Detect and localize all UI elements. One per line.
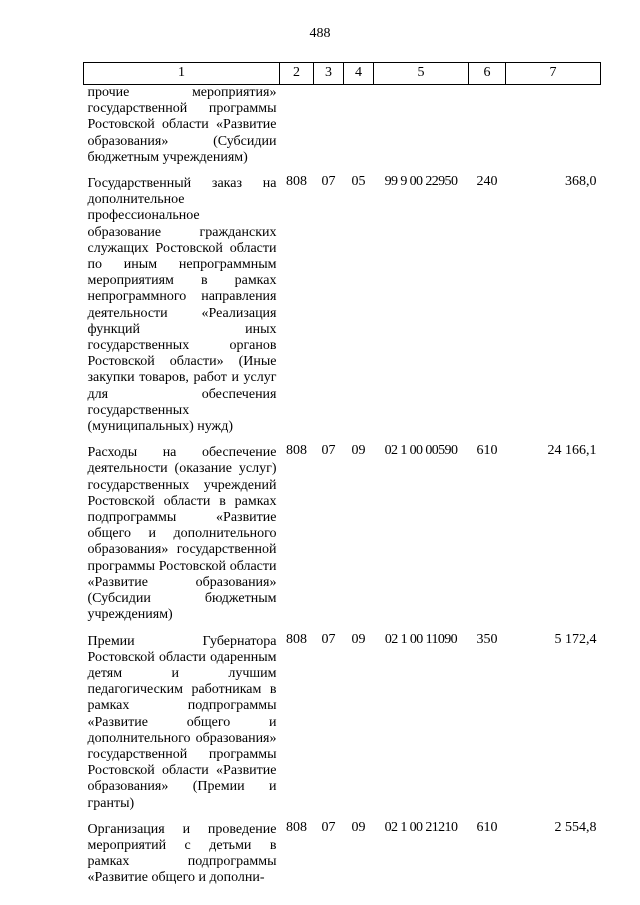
table-row	[84, 818, 601, 893]
row-section: 07	[321, 819, 336, 835]
row-amount: 5 172,4	[554, 631, 597, 647]
row-subsection: 09	[351, 443, 366, 459]
row-section: 07	[321, 443, 336, 459]
row-expense-type: 610	[476, 443, 498, 459]
header-col-4: 4	[344, 63, 374, 85]
row-section: 07	[321, 174, 336, 190]
table-row	[84, 172, 601, 441]
row-description: Премии Губернатора Ростовской области одаренным детям и лучшим педагогическим работникам в рамках подпрограммы «Развитие общего и дополнительного образования» государственной программы Ростовской области «Развитие образования» (Премии и гранты)	[87, 633, 277, 811]
row-ministry: 808	[286, 819, 307, 835]
row-target-code: 02 1 00 11090	[384, 631, 458, 647]
row-ministry	[280, 85, 314, 173]
header-col-3: 3	[314, 63, 344, 85]
row-expense-type: 610	[476, 819, 498, 835]
table-row	[84, 441, 601, 629]
row-amount: 24 166,1	[547, 443, 597, 459]
row-target-code: 99 9 00 22950	[384, 174, 458, 190]
page-number: 488	[309, 26, 331, 41]
row-subsection	[344, 85, 374, 173]
row-subsection: 05	[351, 174, 366, 190]
row-ministry: 808	[286, 631, 307, 647]
header-col-7: 7	[506, 63, 601, 85]
table-row	[84, 630, 601, 818]
row-target-code: 02 1 00 00590	[384, 443, 458, 459]
row-ministry: 808	[286, 174, 307, 190]
table-row	[84, 85, 601, 173]
row-ministry: 808	[286, 443, 307, 459]
row-section	[314, 85, 344, 173]
row-expense-type	[469, 85, 506, 173]
row-amount	[506, 85, 601, 173]
row-subsection: 09	[351, 631, 366, 647]
budget-table	[83, 62, 601, 893]
header-col-5: 5	[374, 63, 469, 85]
header-col-6: 6	[469, 63, 506, 85]
row-expense-type: 240	[476, 174, 498, 190]
header-col-1: 1	[84, 63, 280, 85]
row-section: 07	[321, 631, 336, 647]
row-target-code: 02 1 00 21210	[384, 819, 458, 835]
row-target-code	[374, 85, 469, 173]
row-expense-type: 350	[476, 631, 498, 647]
row-description: Расходы на обеспечение деятельности (оказание услуг) государственных учреждений Ростовской области в рамках подпрограммы «Развитие общего и дополнительного образования» государственной программы Ростовской области «Развитие образования» (Субсидии бюджетным учреждениям)	[87, 445, 277, 623]
row-amount: 2 554,8	[554, 819, 597, 835]
row-amount: 368,0	[565, 174, 597, 190]
row-description: прочие мероприятия» государственной программы Ростовской области «Развитие образования» (Субсидии бюджетным учреждениям)	[87, 85, 277, 165]
row-description: Государственный заказ на дополнительное профессиональное образование гражданских служащих Ростовской области по иным непрограммным мероприятиям в рамках непрограммного направления деятельности «Реализация функций иных государственных органов Ростовской области» (Иные закупки товаров, работ и услуг для обеспечения государственных (муниципальных) нужд)	[87, 176, 277, 435]
row-subsection: 09	[351, 819, 366, 835]
header-col-2: 2	[280, 63, 314, 85]
header-row	[84, 63, 601, 85]
row-description: Организация и проведение мероприятий с детьми в рамках подпрограммы «Развитие общего и дополни-	[87, 821, 277, 886]
